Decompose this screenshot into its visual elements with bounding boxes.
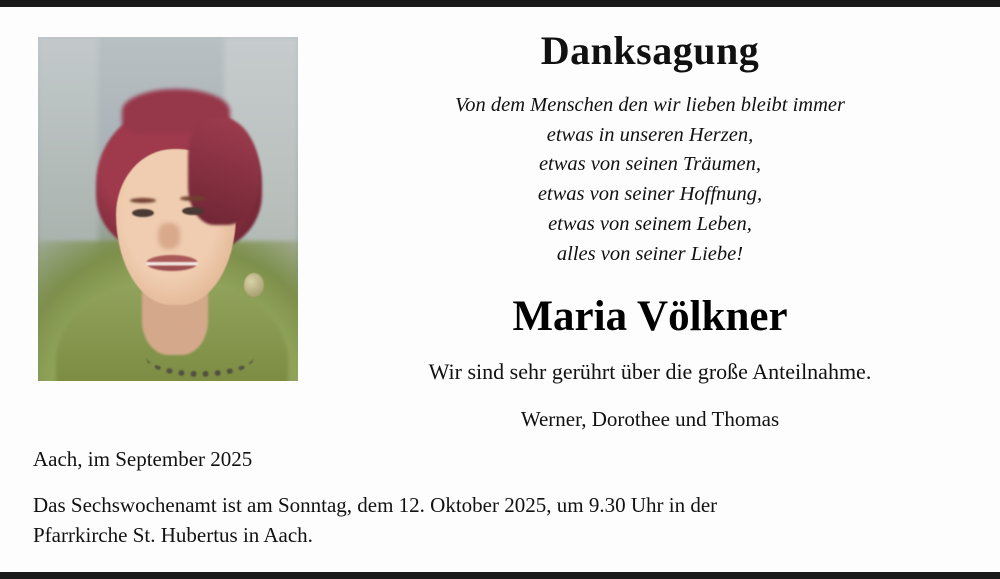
photo-necklace bbox=[146, 337, 254, 377]
service-line-2: Pfarrkirche St. Hubertus in Aach. bbox=[33, 523, 313, 548]
portrait-image bbox=[38, 37, 298, 381]
service-line-1: Das Sechswochenamt ist am Sonntag, dem 12. Oktober 2025, um 9.30 Uhr in der bbox=[33, 493, 718, 517]
photo-eyebrow-left bbox=[130, 198, 156, 203]
verse-line: Von dem Menschen den wir lieben bleibt immer bbox=[455, 94, 845, 116]
verse-line: etwas von seiner Hoffnung, bbox=[537, 183, 763, 206]
photo-earring bbox=[244, 273, 264, 297]
family-signature: Werner, Dorothee und Thomas bbox=[520, 406, 780, 431]
deceased-name: Maria Völkner bbox=[512, 293, 788, 341]
photo-nose bbox=[158, 223, 180, 249]
memorial-service-info bbox=[33, 490, 967, 551]
place-and-date: Aach, im September 2025 bbox=[33, 447, 253, 471]
photo-eyebrow-right bbox=[180, 196, 206, 201]
verse-line: alles von seiner Liebe! bbox=[556, 242, 744, 265]
notice-footer bbox=[33, 447, 967, 551]
thanks-message: Wir sind sehr gerührt über die große Anteilnahme. bbox=[428, 358, 872, 384]
verse-line: etwas von seinen Träumen, bbox=[538, 153, 762, 176]
memorial-verse bbox=[320, 91, 980, 269]
photo-eye-right bbox=[182, 207, 204, 215]
notice-inner bbox=[0, 7, 1000, 572]
notice-title: Danksagung bbox=[540, 28, 760, 73]
photo-mouth bbox=[146, 255, 198, 271]
photo-eye-left bbox=[132, 209, 154, 217]
portrait-photo bbox=[38, 37, 298, 381]
verse-line: etwas in unseren Herzen, bbox=[546, 123, 754, 146]
notice-text-column bbox=[320, 29, 980, 432]
verse-line: etwas von seinem Leben, bbox=[548, 212, 752, 235]
